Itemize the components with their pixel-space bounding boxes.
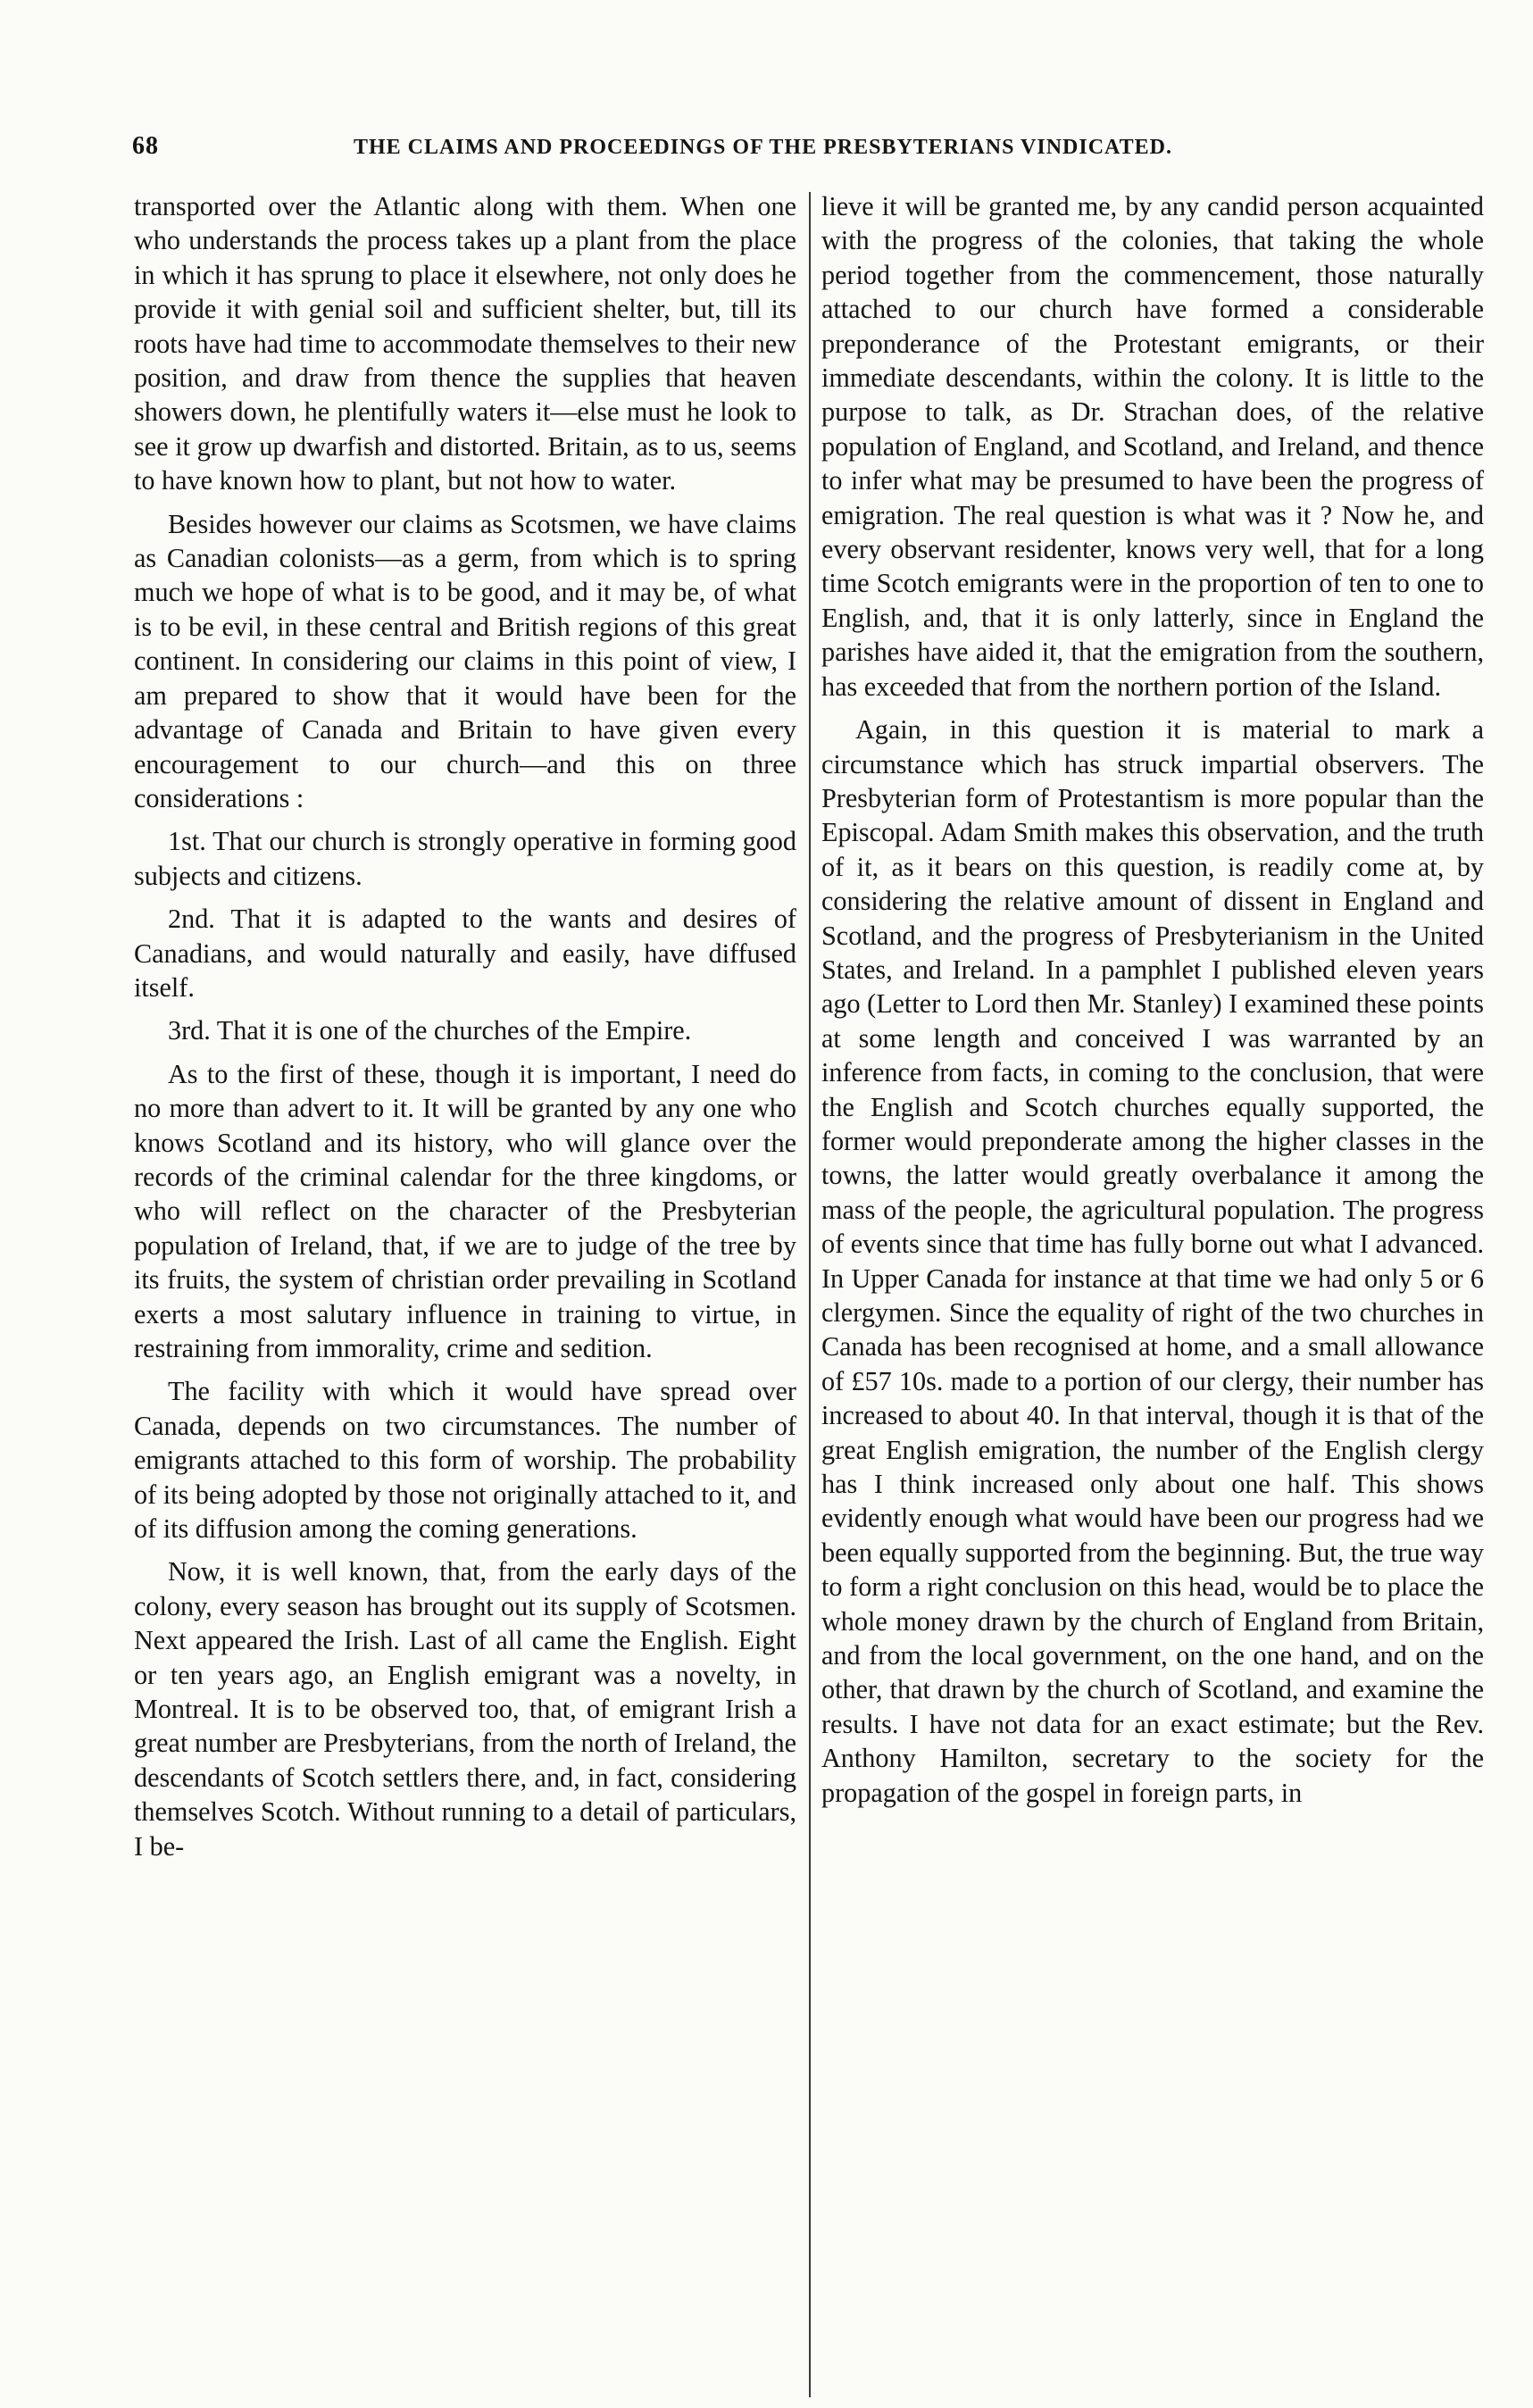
paragraph: Now, it is well known, that, from the early days of the colony, every season has brought out its supply of Scotsmen. Next appeared the Irish. Last of all came the English. Eight or ten years ago, an English emigrant was a novelty, in Montreal. It is to be observed too, that, of emigrant Irish a great number are Presbyterians, from the north of Ireland, the descendants of Scotch settlers there, and, in fact, considering themselves Scotch. Without running to a detail of particulars, I be- [134,1556,796,1862]
right-column [821,189,1484,1819]
paragraph: 1st. That our church is strongly operative in forming good subjects and citizens. [134,826,796,891]
page-number: 68 [132,132,159,160]
left-column [134,189,796,1872]
column-divider [809,192,811,2397]
paragraph: lieve it will be granted me, by any candid person acquainted with the progress of the colonies, that taking the whole period together from the commencement, those naturally attached to our church have formed a considerable preponderance of the Protestant emigrants, or their immediate descendants, within the colony. It is little to the purpose to talk, as Dr. Strachan does, of the relative population of England, and Scotland, and Ireland, and thence to infer what may be presumed to have been the progress of emigration. The real question is what was it ? Now he, and every observant residenter, knows very well, that for a long time Scotch emigrants were in the proportion of ten to one to English, and, that it is only latterly, since in England the parishes have aided it, that the emigration from the southern, has exceeded that from the northern portion of the Island. [821,191,1484,702]
paragraph: 2nd. That it is adapted to the wants and desires of Canadians, and would naturally and easily, have diffused itself. [134,904,796,1003]
paragraph: Again, in this question it is material to mark a circumstance which has struck impartial observers. The Presbyterian form of Protestantism is more popular than the Episcopal. Adam Smith makes this observation, and the truth of it, as it bears on this question, is readily come at, by considering the relative amount of dissent in England and Scotland, and the progress of Presbyterianism in the United States, and Ireland. In a pamphlet I published eleven years ago (Letter to Lord then Mr. Stanley) I examined these points at some length and conceived I was warranted by an inference from facts, in coming to the conclusion, that were the English and Scotch churches equally supported, the former would preponderate among the higher classes in the towns, the latter would greatly overbalance it among the mass of the people, the agricultural population. The progress of events since that time has fully borne out what I advanced. In Upper Canada for instance at that time we had only 5 or 6 clergymen. Since the equality of right of the two churches in Canada has been recognised at home, and a small allowance of £57 10s. made to a portion of our clergy, their number has increased to about 40. In that interval, though it is that of the great English emigration, the number of the English clergy has I think increased only about one half. This shows evidently enough what would have been our progress had we been equally supported from the beginning. But, the true way to form a right conclusion on this head, would be to place the whole money drawn by the church of England from Britain, and from the local government, on the one hand, and on the other, that drawn by the church of Scotland, and examine the results. I have not data for an exact estimate; but the Rev. Anthony Hamilton, secretary to the society for the propagation of the gospel in foreign parts, in [821,714,1484,1808]
paragraph: Besides however our claims as Scotsmen, we have claims as Canadian colonists—as a germ, from which is to spring much we hope of what is to be good, and it may be, of what is to be evil, in these central and British regions of this great continent. In considering our claims in this point of view, I am prepared to show that it would have been for the advantage of Canada and Britain to have given every encouragement to our church—and this on three considerations : [134,508,796,813]
paragraph: 3rd. That it is one of the churches of the Empire. [168,1015,692,1046]
paragraph: The facility with which it would have spread over Canada, depends on two circumstances. The number of emigrants attached to this form of worship. The probability of its being adopted by those not originally attached to it, and of its diffusion among the coming generations. [134,1376,796,1545]
running-title: THE CLAIMS AND PROCEEDINGS OF THE PRESBYTERIANS VINDICATED. [354,136,1172,159]
paragraph: transported over the Atlantic along with them. When one who understands the process takes up a plant from the place in which it has sprung to place it elsewhere, not only does he provide it with genial soil and sufficient shelter, but, till its roots have had time to accommodate themselves to their new position, and draw from thence the supplies that heaven showers down, he plentifully waters it—else must he look to see it grow up dwarfish and distorted. Britain, as to us, seems to have known how to plant, but not how to water. [134,191,796,496]
paragraph: As to the first of these, though it is important, I need do no more than advert to it. It will be granted by any one who knows Scotland and its history, who will glance over the records of the criminal calendar for the three kingdoms, or who will reflect on the character of the Presbyterian population of Ireland, that, if we are to judge of the tree by its fruits, the system of christian order prevailing in Scotland exerts a most salutary influence in training to virtue, in restraining from immorality, crime and sedition. [134,1058,796,1363]
running-head [132,132,1468,168]
